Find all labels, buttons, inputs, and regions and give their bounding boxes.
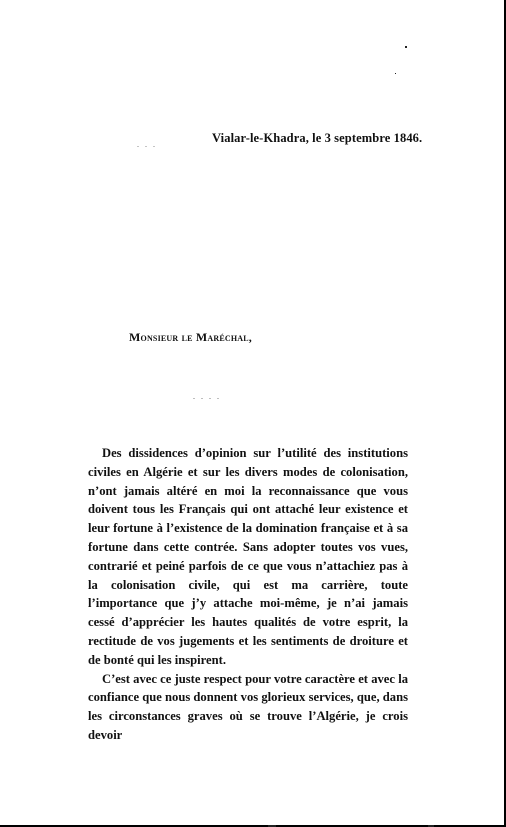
scan-speck (395, 73, 396, 74)
scan-speck (405, 46, 407, 48)
letter-dateline: Vialar-le-Khadra, le 3 septembre 1846. (212, 131, 423, 145)
letter-salutation: Monsieur le Maréchal, (129, 330, 252, 344)
letter-body (88, 444, 408, 745)
body-paragraph: C’est avec ce juste respect pour votre caractère et avec la confiance que nous donnent vos glorieux services, que, dans les circonstances graves où se trouve l’Algérie, je crois devoir (88, 671, 408, 742)
scan-dots: . . . (137, 140, 157, 149)
scan-dots: . . . . (193, 392, 221, 401)
body-paragraph: Des dissidences d’opinion sur l’utilité des institutions civiles en Algérie et sur les divers modes de colonisation, n’ont jamais altéré en moi la reconnaissance que vous doivent tous les Français qui ont attaché leur existence et leur fortune à l’existence de la domination française et à sa fortune dans cette contrée. Sans adopter toutes vos vues, contrarié et peiné parfois de ce que vous n’attachiez pas à la colonisation civile, qui est ma carrière, toute l’importance que j’y attache moi-même, je n’ai jamais cessé d’apprécier les hautes qualités de votre esprit, la rectitude de vos jugements et les sentiments de droiture et de bonté qui les inspirent. (88, 446, 408, 667)
